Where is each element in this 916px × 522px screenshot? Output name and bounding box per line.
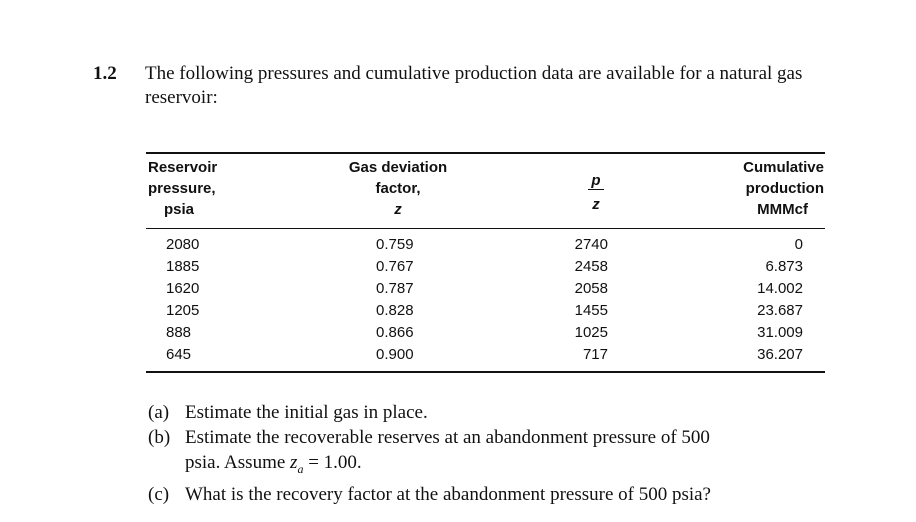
table-header-rule xyxy=(146,228,825,229)
header-reservoir-pressure xyxy=(148,157,248,220)
cell-cumulative: 0 xyxy=(794,236,803,253)
cell-p-over-z: 2740 xyxy=(574,236,608,253)
header-gas-deviation-line1: Gas deviation xyxy=(348,159,448,176)
header-gas-deviation-line2: factor, xyxy=(375,180,421,197)
header-reservoir-pressure-line1: Reservoir xyxy=(148,159,218,176)
cell-z: 0.828 xyxy=(376,302,414,319)
header-p-numerator: p xyxy=(588,172,603,190)
header-cumulative-line3: MMMcf xyxy=(757,201,808,218)
cell-pressure: 1885 xyxy=(166,258,200,275)
cell-pressure: 2080 xyxy=(166,236,200,253)
table-row xyxy=(146,234,825,256)
cell-pressure: 888 xyxy=(166,324,192,341)
table-row xyxy=(146,344,825,366)
header-gas-deviation-symbol: z xyxy=(394,201,402,218)
cell-cumulative: 36.207 xyxy=(757,346,803,363)
question-c-text: What is the recovery factor at the abandonment pressure of 500 psia? xyxy=(185,483,711,505)
cell-p-over-z: 2058 xyxy=(574,280,608,297)
z-subscript: a xyxy=(297,461,304,476)
cell-p-over-z: 1025 xyxy=(574,324,608,341)
header-z-denominator: z xyxy=(592,196,600,213)
questions-list xyxy=(148,400,848,507)
cell-pressure: 645 xyxy=(166,346,192,363)
header-cumulative-production xyxy=(712,157,824,220)
cell-cumulative: 6.873 xyxy=(765,258,803,275)
question-a xyxy=(148,400,848,425)
cell-z: 0.900 xyxy=(376,346,414,363)
cell-pressure: 1205 xyxy=(166,302,200,319)
question-b-line1: Estimate the recoverable reserves at an abandonment pressure of 500 xyxy=(185,427,710,448)
header-reservoir-pressure-line2: pressure, xyxy=(148,180,216,197)
data-table xyxy=(146,152,825,376)
cell-cumulative: 31.009 xyxy=(757,324,803,341)
question-b xyxy=(148,425,848,482)
question-c xyxy=(148,482,848,507)
header-p-over-z xyxy=(566,164,626,215)
question-b-label: (b) xyxy=(148,427,171,448)
cell-p-over-z: 717 xyxy=(582,346,608,363)
cell-cumulative: 14.002 xyxy=(757,280,803,297)
question-a-text: Estimate the initial gas in place. xyxy=(185,402,428,423)
table-row xyxy=(146,322,825,344)
header-cumulative-line2: production xyxy=(745,180,824,197)
table-top-rule xyxy=(146,152,825,154)
cell-p-over-z: 1455 xyxy=(574,302,608,319)
question-a-label: (a) xyxy=(148,402,170,423)
z-abandonment-symbol xyxy=(290,452,304,476)
table-row xyxy=(146,300,825,322)
problem-number: 1.2 xyxy=(93,63,117,84)
header-gas-deviation xyxy=(342,157,454,220)
table-body xyxy=(146,234,825,366)
cell-z: 0.767 xyxy=(376,258,414,275)
table-row xyxy=(146,256,825,278)
problem-statement: The following pressures and cumulative production data are available for a natural gas reservoir: xyxy=(145,63,803,108)
cell-z: 0.787 xyxy=(376,280,414,297)
cell-cumulative: 23.687 xyxy=(757,302,803,319)
cell-pressure: 1620 xyxy=(166,280,200,297)
cell-p-over-z: 2458 xyxy=(574,258,608,275)
header-cumulative-line1: Cumulative xyxy=(743,159,824,176)
table-row xyxy=(146,278,825,300)
header-reservoir-pressure-line3: psia xyxy=(163,201,194,218)
table-bottom-rule xyxy=(146,371,825,373)
question-b-text-post: = 1.00. xyxy=(303,452,362,473)
question-b-line2 xyxy=(185,450,848,482)
cell-z: 0.866 xyxy=(376,324,414,341)
question-b-text-pre: psia. Assume xyxy=(185,452,291,473)
question-c-label: (c) xyxy=(148,483,170,505)
z-symbol: z xyxy=(290,452,298,473)
cell-z: 0.759 xyxy=(376,236,414,253)
